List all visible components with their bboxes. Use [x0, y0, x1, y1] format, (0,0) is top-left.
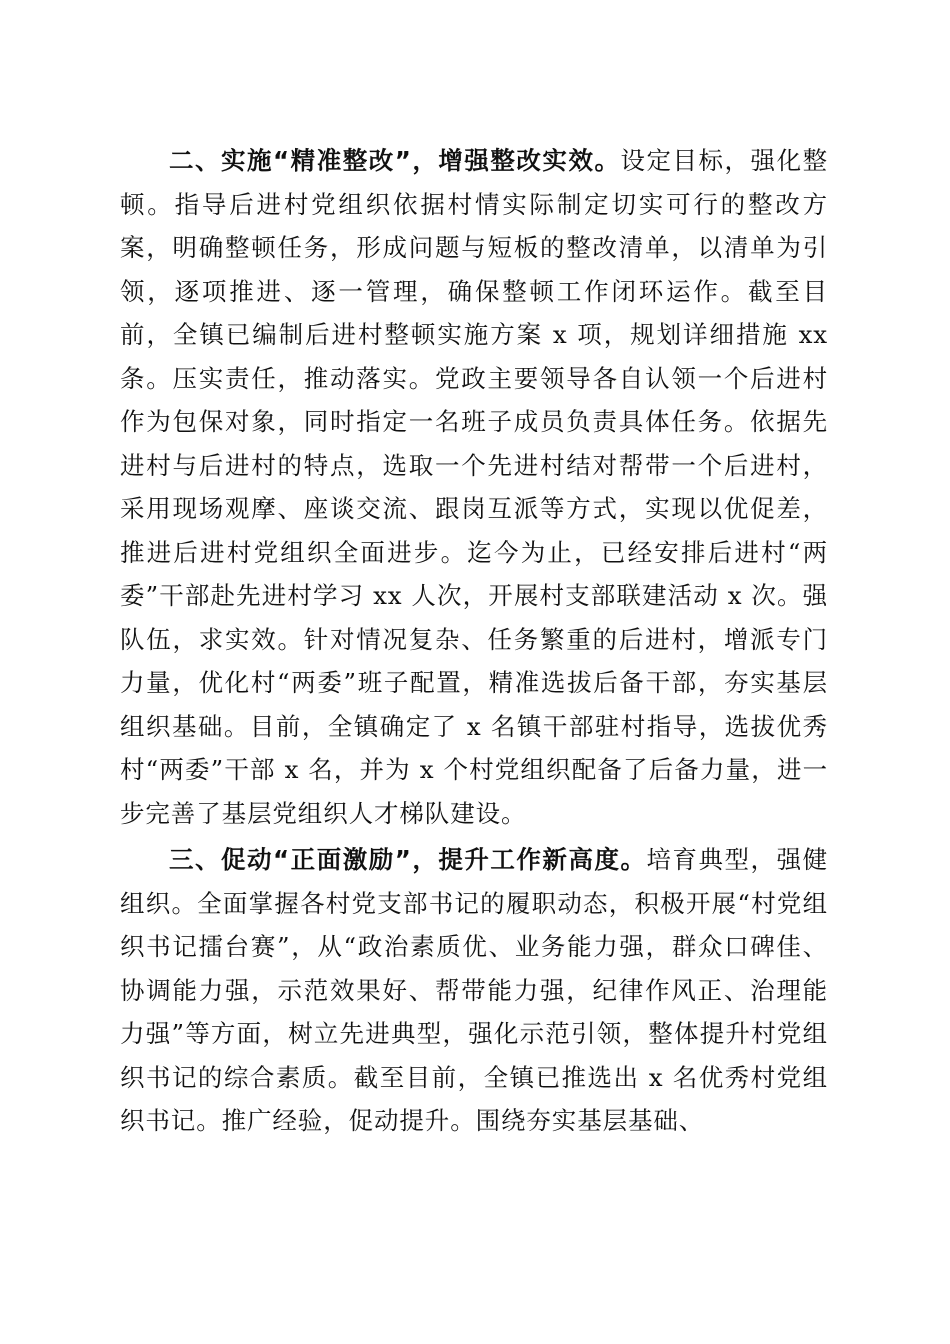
section-3-heading: 三、促动“正面激励”，提升工作新高度。 — [169, 845, 647, 874]
paragraph-section-3 — [120, 838, 828, 1143]
section-2-heading: 二、实施“精准整改”，增强整改实效。 — [169, 146, 621, 175]
paragraph-section-2 — [120, 139, 828, 835]
section-2-body: 设定目标，强化整顿。指导后进村党组织依据村情实际制定切实可行的整改方案，明确整顿任务，形成问题与短板的整改清单，以清单为引领，逐项推进、逐一管理，确保整顿工作闭环运作。截至目前，全镇已编制后进村整顿实施方案 x 项，规划详细措施 xx 条。压实责任，推动落实。党政主要领导各自认领一个后进村作为包保对象，同时指定一名班子成员负责具体任务。依据先进村与后进村的特点，选取一个先进村结对帮带一个后进村，采用现场观摩、座谈交流、跟岗互派等方式，实现以优促差，推进后进村党组织全面进步。迄今为止，已经安排后进村“两委”干部赴先进村学习 xx 人次，开展村支部联建活动 x 次。强队伍，求实效。针对情况复杂、任务繁重的后进村，增派专门力量，优化村“两委”班子配置，精准选拔后备干部，夯实基层组织基础。目前，全镇确定了 x 名镇干部驻村指导，选拔优秀村“两委”干部 x 名，并为 x 个村党组织配备了后备力量，进一步完善了基层党组织人才梯队建设。 — [120, 146, 828, 828]
section-3-body: 培育典型，强健组织。全面掌握各村党支部书记的履职动态，积极开展“村党组织书记擂台赛”，从“政治素质优、业务能力强，群众口碑佳、协调能力强，示范效果好、帮带能力强，纪律作风正、治理能力强”等方面，树立先进典型，强化示范引领，整体提升村党组织书记的综合素质。截至目前，全镇已推选出 x 名优秀村党组织书记。推广经验，促动提升。围绕夯实基层基础、 — [120, 845, 828, 1135]
document-page — [120, 139, 828, 1143]
